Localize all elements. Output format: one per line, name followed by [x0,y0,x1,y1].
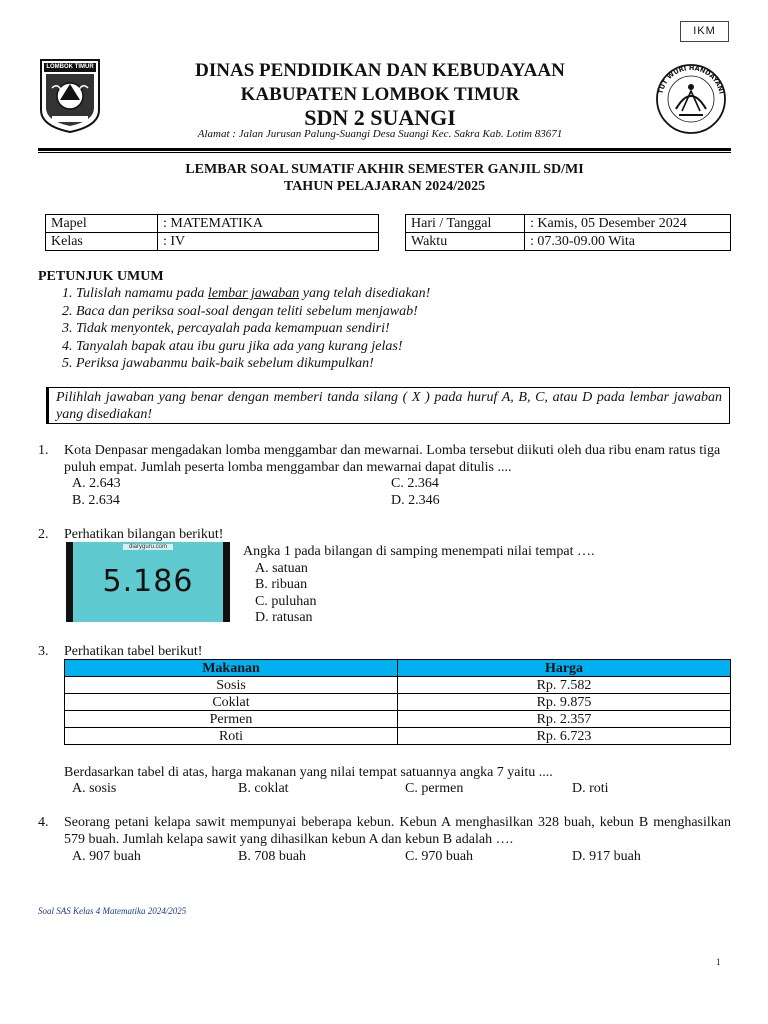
option-c: C. puluhan [255,594,317,609]
option-b: B. 708 buah [238,849,307,864]
question-intro: Perhatikan tabel berikut! [64,644,203,659]
option-a: A. sosis [72,781,117,796]
option-a: A. 907 buah [72,849,141,864]
question-text: Kota Denpasar mengadakan lomba menggambar dan mewarnai. Lomba tersebut diikuti oleh dua ribu enam ratus tiga puluh empat. Jumlah peserta lomba menggambar dan mewarnai dapat ditulis .... [64,443,721,475]
table-header: Harga [398,660,731,677]
info-value: : MATEMATIKA [158,215,379,233]
image-watermark: diaryguru.com [123,544,173,550]
question-number: 1. [38,443,49,458]
option-d: D. 2.346 [391,493,440,508]
table-row [46,233,379,251]
table-cell: Coklat [65,694,398,711]
info-table-left [45,214,379,251]
petunjuk-text: Tulislah namamu pada [76,286,208,301]
header-line-2: KABUPATEN LOMBOK TIMUR [240,84,520,105]
exam-year: TAHUN PELAJARAN 2024/2025 [283,179,486,194]
info-label: Waktu [406,233,525,251]
page-footer: Soal SAS Kelas 4 Matematika 2024/2025 [38,906,187,916]
school-name: SDN 2 SUANGI [304,105,456,130]
lombok-timur-logo [38,58,102,134]
info-label: Kelas [46,233,158,251]
option-a: A. satuan [255,561,308,576]
table-cell: Rp. 2.357 [398,711,731,728]
option-c: C. 970 buah [405,849,474,864]
table-row [65,728,731,745]
header-rule-thick [38,148,731,151]
table-cell: Rp. 7.582 [398,677,731,694]
info-label: Mapel [46,215,158,233]
table-header: Makanan [65,660,398,677]
petunjuk-title: PETUNJUK UMUM [38,269,164,284]
tut-wuri-handayani-icon [652,63,730,135]
page-number: 1 [716,957,721,967]
exam-title: LEMBAR SOAL SUMATIF AKHIR SEMESTER GANJIL SD/MI [185,162,584,177]
question-text: Berdasarkan tabel di atas, harga makanan yang nilai tempat satuannya angka 7 yaitu .... [64,765,553,780]
table-cell: Rp. 6.723 [398,728,731,745]
option-d: D. 917 buah [572,849,641,864]
table-row [46,215,379,233]
number-image [66,542,230,622]
table-row [406,215,731,233]
list-item: 5. Periksa jawabanmu baik-baik sebelum dikumpulkan! [76,355,430,373]
option-b: B. ribuan [255,577,308,592]
table-cell: Permen [65,711,398,728]
question-text: Seorang petani kelapa sawit mempunyai beberapa kebun. Kebun A menghasilkan 328 buah, kebun B menghasilkan 579 buah. Jumlah kelapa sawit yang dihasilkan kebun A dan kebun B adalah …. [64,815,731,847]
table-row [65,677,731,694]
petunjuk-list [38,285,430,373]
table-header-row [65,660,731,677]
option-c: C. permen [405,781,464,796]
table-cell: Roti [65,728,398,745]
question-intro: Perhatikan bilangan berikut! [64,527,224,542]
petunjuk-text: yang telah disediakan! [299,286,431,301]
school-address: Alamat : Jalan Jurusan Palung-Suangi Desa Suangi Kec. Sakra Kab. Lotim 83671 [197,128,563,140]
table-row [406,233,731,251]
table-cell: Rp. 9.875 [398,694,731,711]
list-item: 2. Baca dan periksa soal-soal dengan teliti sebelum menjawab! [76,303,430,321]
option-b: B. 2.634 [72,493,120,508]
image-number: 5.186 [102,564,194,599]
table-cell: Sosis [65,677,398,694]
lembar-jawaban-text: lembar jawaban [207,286,300,301]
question-number: 3. [38,644,49,659]
question-number: 4. [38,815,49,830]
lombok-timur-logo-text: LOMBOK TIMUR [46,64,94,70]
info-value: : IV [158,233,379,251]
option-a: A. 2.643 [72,476,121,491]
info-table-right [405,214,731,251]
option-c: C. 2.364 [391,476,439,491]
option-d: D. roti [572,781,609,796]
tut-wuri-handayani-text: TUT WURI HANDAYANI [656,63,726,95]
question-text: Angka 1 pada bilangan di samping menempati nilai tempat …. [243,544,595,559]
list-item [76,285,430,303]
tut-wuri-handayani-logo [652,63,730,135]
instruction-box: Pilihlah jawaban yang benar dengan memberi tanda silang ( X ) pada huruf A, B, C, atau D pada lembar jawaban yang disediakan! [46,387,730,424]
ikm-stamp: IKM [680,21,729,42]
table-row [65,694,731,711]
table-row [65,711,731,728]
option-b: B. coklat [238,781,289,796]
header-rule-thin [38,152,731,153]
info-value: : Kamis, 05 Desember 2024 [525,215,731,233]
food-price-table [64,659,731,745]
info-label: Hari / Tanggal [406,215,525,233]
list-item: 4. Tanyalah bapak atau ibu guru jika ada yang kurang jelas! [76,338,430,356]
header-line-1: DINAS PENDIDIKAN DAN KEBUDAYAAN [195,60,565,81]
info-value: : 07.30-09.00 Wita [525,233,731,251]
list-item: 3. Tidak menyontek, percayalah pada kemampuan sendiri! [76,320,430,338]
question-number: 2. [38,527,49,542]
option-d: D. ratusan [255,610,313,625]
